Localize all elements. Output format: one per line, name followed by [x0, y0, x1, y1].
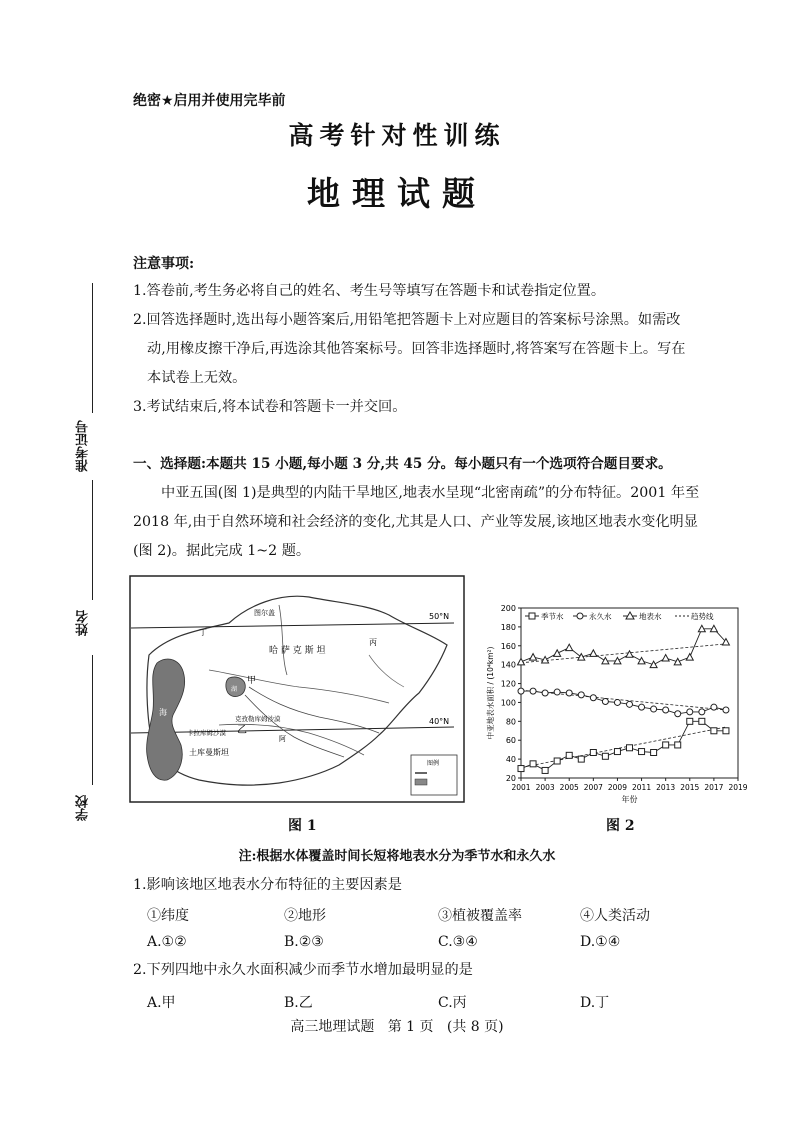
point-permanent-water [554, 689, 560, 695]
point-seasonal-water [687, 718, 693, 724]
map-legend-title: 图例 [427, 760, 440, 767]
trend-line [521, 644, 726, 663]
point-seasonal-water [627, 745, 633, 751]
map-label-river: 阿 [279, 735, 286, 743]
y-tick-label: 40 [505, 755, 516, 765]
y-tick-label: 80 [505, 717, 516, 727]
notice-line-2: 2.回答选择题时,选出每小题答案后,用铅笔把答题卡上对应题目的答案标号涂黑。如需改 [133, 312, 681, 328]
point-permanent-water [687, 709, 693, 715]
notice-line-4: 本试卷上无效。 [147, 370, 247, 386]
point-surface-water [674, 658, 681, 665]
map-label-ding: 丁 [199, 628, 207, 637]
q2-option-a[interactable]: A.甲 [147, 995, 176, 1011]
point-permanent-water [711, 704, 717, 710]
map-label-desert1: 克孜勒库姆沙漠 [235, 715, 281, 723]
point-surface-water [638, 657, 645, 664]
y-tick-label: 160 [500, 641, 516, 651]
point-surface-water [590, 650, 597, 657]
map-lat-50: 50°N [429, 612, 450, 621]
point-seasonal-water [651, 750, 657, 756]
point-permanent-water [614, 699, 620, 705]
point-permanent-water [518, 688, 524, 694]
figure-2-caption: 图 2 [606, 818, 635, 834]
q1-option-b[interactable]: B.②③ [284, 934, 324, 950]
y-tick-label: 120 [500, 679, 516, 689]
x-tick-label: 2009 [607, 783, 627, 792]
y-tick-label: 140 [500, 660, 516, 670]
point-seasonal-water [723, 728, 729, 734]
map-label-turkmen: 土库曼斯坦 [189, 748, 229, 757]
point-permanent-water [566, 690, 572, 696]
section-heading: 一、选择题:本题共 15 小题,每小题 3 分,共 45 分。每小题只有一个选项符合题目要求。 [133, 456, 672, 472]
notice-line-5: 3.考试结束后,将本试卷和答题卡一并交回。 [133, 399, 407, 415]
map-label-bing: 丙 [369, 638, 377, 647]
q1-option-c[interactable]: C.③④ [438, 934, 478, 950]
figure-note: 注:根据水体覆盖时间长短将地表水分为季节水和永久水 [238, 849, 556, 864]
series-line-circle [521, 691, 726, 714]
page-footer: 高三地理试题 第 1 页 (共 8 页) [290, 1019, 504, 1035]
secret-mark: 绝密★启用并使用完毕前 [133, 93, 286, 109]
legend-marker-square [529, 613, 535, 619]
x-tick-label: 2007 [583, 783, 603, 792]
trend-line [521, 690, 726, 710]
q1-item-3: ③植被覆盖率 [438, 908, 522, 924]
map-lat-40: 40°N [429, 717, 450, 726]
point-seasonal-water [699, 718, 705, 724]
school-label: 学校 [76, 795, 91, 821]
legend-label: 趋势线 [691, 612, 714, 621]
point-seasonal-water [675, 742, 681, 748]
q1-item-4: ④人类活动 [580, 908, 650, 924]
y-axis-label: 中亚地表水面积 / (10⁴km²) [486, 646, 495, 740]
point-permanent-water [651, 706, 657, 712]
point-surface-water [554, 650, 561, 657]
map-label-jia: 甲 [247, 676, 257, 686]
point-seasonal-water [639, 749, 645, 755]
intro-line-1: 中亚五国(图 1)是典型的内陆干旱地区,地表水呈现“北密南疏”的分布特征。2001 年至 [161, 485, 700, 501]
q1-option-d[interactable]: D.①④ [580, 934, 621, 950]
surface-water-chart [481, 598, 756, 803]
x-tick-label: 2017 [704, 783, 724, 792]
point-surface-water [662, 655, 669, 662]
x-tick-label: 2005 [559, 783, 579, 792]
point-permanent-water [723, 707, 729, 713]
subject-title: 地理试题 [307, 174, 487, 213]
series-line-triangle [521, 629, 726, 665]
point-surface-water [530, 654, 537, 661]
legend-label: 地表水 [639, 612, 662, 621]
legend-marker-circle [577, 613, 583, 619]
y-tick-label: 180 [500, 622, 516, 632]
point-seasonal-water [518, 766, 524, 772]
x-tick-label: 2011 [632, 783, 652, 792]
point-permanent-water [530, 688, 536, 694]
legend-label: 季节水 [541, 612, 564, 621]
map-label-desert2: 卡拉库姆沙漠 [187, 729, 226, 737]
x-axis-label: 年份 [621, 795, 638, 803]
series-line-square [521, 721, 726, 770]
point-seasonal-water [602, 753, 608, 759]
point-permanent-water [663, 707, 669, 713]
point-seasonal-water [663, 742, 669, 748]
point-seasonal-water [711, 728, 717, 734]
map-label-yi: 乙 [237, 725, 247, 736]
question-1-stem: 1.影响该地区地表水分布特征的主要因素是 [133, 877, 402, 893]
q1-option-a[interactable]: A.①② [147, 934, 187, 950]
name-label: 姓名 [76, 610, 91, 636]
x-tick-label: 2015 [680, 783, 700, 792]
exam-title: 高考针对性训练 [288, 121, 506, 150]
notice-heading: 注意事项: [133, 256, 195, 272]
map-label-lake: 湖 [231, 686, 238, 693]
legend-label: 永久水 [589, 612, 612, 621]
question-2-stem: 2.下列四地中永久水面积减少而季节水增加最明显的是 [133, 962, 473, 978]
point-surface-water [518, 658, 525, 665]
point-permanent-water [627, 701, 633, 707]
point-permanent-water [578, 692, 584, 698]
side-line-low [92, 655, 93, 785]
y-tick-label: 20 [505, 774, 516, 783]
point-permanent-water [590, 695, 596, 701]
y-tick-label: 100 [500, 698, 516, 708]
point-surface-water [686, 654, 693, 661]
point-seasonal-water [590, 750, 596, 756]
notice-line-1: 1.答卷前,考生务必将自己的姓名、考生号等填写在答题卡和试卷指定位置。 [133, 283, 606, 299]
point-seasonal-water [554, 758, 560, 764]
intro-line-2: 2018 年,由于自然环境和社会经济的变化,尤其是人口、产业等发展,该地区地表水变化明显 [133, 514, 698, 530]
intro-line-3: (图 2)。据此完成 1~2 题。 [133, 543, 311, 559]
q2-option-c[interactable]: C.丙 [438, 995, 467, 1011]
x-tick-label: 2003 [535, 783, 555, 792]
q1-item-1: ①纬度 [147, 908, 189, 924]
x-tick-label: 2019 [728, 783, 748, 792]
q1-item-2: ②地形 [284, 908, 326, 924]
point-surface-water [650, 661, 657, 668]
y-tick-label: 200 [500, 604, 516, 613]
q2-option-d[interactable]: D.丁 [580, 995, 610, 1011]
notice-line-3: 动,用橡皮擦干净后,再选涂其他答案标号。回答非选择题时,将答案写在答题卡上。写在 [147, 341, 686, 357]
point-seasonal-water [542, 767, 548, 773]
point-seasonal-water [614, 749, 620, 755]
x-tick-label: 2013 [656, 783, 676, 792]
q2-option-b[interactable]: B.乙 [284, 995, 313, 1011]
point-permanent-water [639, 704, 645, 710]
point-permanent-water [542, 690, 548, 696]
point-permanent-water [675, 711, 681, 717]
central-asia-map [129, 575, 465, 803]
y-tick-label: 60 [505, 736, 516, 746]
side-line-mid [92, 480, 93, 600]
point-surface-water [626, 651, 633, 658]
point-permanent-water [699, 709, 705, 715]
point-surface-water [578, 654, 585, 661]
x-tick-label: 2001 [511, 783, 531, 792]
map-label-kazakhstan: 哈 萨 克 斯 坦 [269, 646, 326, 656]
point-seasonal-water [578, 756, 584, 762]
point-seasonal-water [530, 761, 536, 767]
figure-1-caption: 图 1 [288, 818, 317, 834]
point-seasonal-water [566, 752, 572, 758]
map-label-sea: 海 [159, 708, 167, 717]
side-line-top [92, 283, 93, 413]
exam-number-label: 准考证号 [76, 420, 91, 472]
map-label-tuo: 图尔盖 [254, 609, 275, 617]
trend-line [521, 727, 726, 768]
point-permanent-water [602, 699, 608, 705]
point-surface-water [566, 644, 573, 651]
